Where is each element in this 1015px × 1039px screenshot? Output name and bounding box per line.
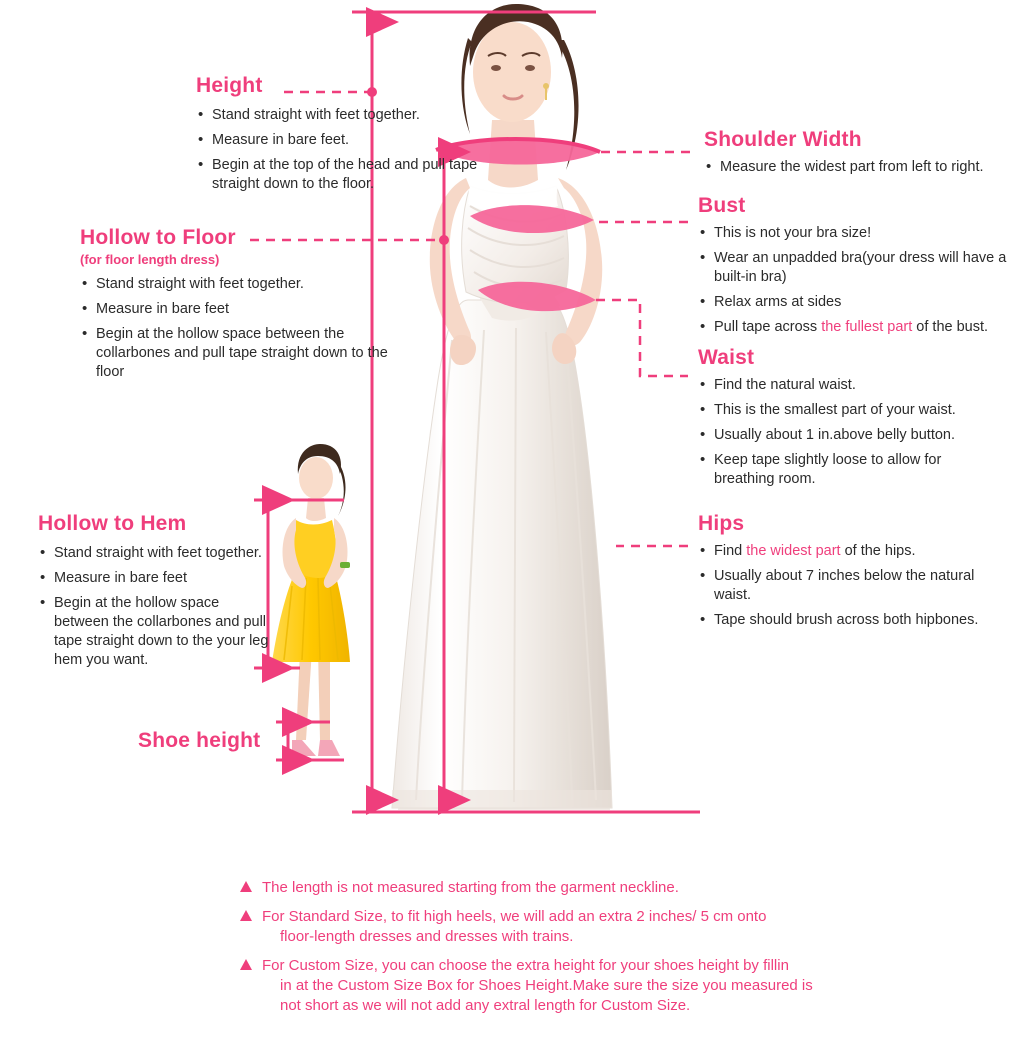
height-bullets [196,106,526,194]
note-item [240,956,1000,1016]
list-item [698,318,1010,337]
list-item: • Stand straight with feet together. [80,275,400,294]
section-height [196,74,526,200]
list-item: • Find the natural waist. [698,376,1004,395]
triangle-bullet-icon [240,910,252,921]
triangle-bullet-icon [240,959,252,970]
hollow-to-hem-bullets [38,544,278,670]
bust-last-pre: Pull tape across [714,319,822,335]
waist-heading: Waist [698,346,755,369]
note-line: For Standard Size, to fit high heels, we will add an extra 2 inches/ 5 cm onto [262,908,767,925]
list-item: • Begin at the top of the head and pull tape straight down to the floor. [196,156,526,194]
shoe-height-heading: Shoe height [138,729,261,752]
list-item: • This is not your bra size! [698,224,1010,243]
hollow-to-floor-bullets [80,275,400,382]
shoulder-width-bullets [704,158,1010,177]
section-shoulder-width [704,128,1010,183]
list-item: • Measure the widest part from left to right. [704,158,1010,177]
height-heading: Height [196,74,263,97]
short-dress-figure [272,444,350,756]
list-item: • Keep tape slightly loose to allow for breathing room. [698,451,1004,489]
bust-last-highlight: the fullest part [821,319,913,335]
hollow-to-floor-heading: Hollow to Floor [80,226,236,249]
note-line: not short as we will not add any extral length for Custom Size. [280,997,691,1014]
hollow-to-floor-subheading: (for floor length dress) [80,252,220,267]
bust-last-post: of the bust. [912,319,989,335]
list-item: • Measure in bare feet [80,300,400,319]
list-item: • Begin at the hollow space between the collarbones and pull tape straight down to the floor [80,325,400,382]
waist-bullets [698,376,1004,489]
list-item: • Measure in bare feet [38,569,278,588]
bust-heading: Bust [698,194,746,217]
section-hips [698,512,1008,636]
triangle-bullet-icon [240,881,252,892]
list-item: • Usually about 1 in.above belly button. [698,426,1004,445]
note-line: floor-length dresses and dresses with trains. [280,928,574,945]
hollow-to-hem-heading: Hollow to Hem [38,512,187,535]
note-line: For Custom Size, you can choose the extra height for your shoes height by fillin [262,957,789,974]
section-bust [698,194,1010,343]
list-item [698,542,1008,561]
hips-bullets [698,542,1008,630]
section-hollow-to-floor [80,226,400,388]
note-item [240,907,1000,947]
section-hollow-to-hem [38,512,278,676]
list-item: • Stand straight with feet together. [196,106,526,125]
hips-heading: Hips [698,512,745,535]
list-item: • This is the smallest part of your waist. [698,401,1004,420]
list-item: • Usually about 7 inches below the natural waist. [698,567,1008,605]
hips-first-post: of the hips. [840,543,916,559]
list-item: • Wear an unpadded bra(your dress will have a built-in bra) [698,249,1010,287]
note-line: in at the Custom Size Box for Shoes Height.Make sure the size you measured is [280,977,813,994]
hips-first-pre: Find [714,543,747,559]
note-item [240,878,1000,898]
list-item: • Stand straight with feet together. [38,544,278,563]
list-item: • Relax arms at sides [698,293,1010,312]
list-item: • Tape should brush across both hipbones. [698,611,1008,630]
shoulder-width-heading: Shoulder Width [704,128,862,151]
hips-first-highlight: the widest part [746,543,841,559]
section-shoe-height [138,729,260,753]
bust-bullets [698,224,1010,337]
section-waist [698,346,1004,495]
list-item: • Begin at the hollow space between the collarbones and pull tape straight down to the your leg hem you want. [38,594,278,670]
footer-notes [240,878,1000,1025]
note-line: The length is not measured starting from the garment neckline. [262,879,679,896]
list-item: • Measure in bare feet. [196,131,526,150]
